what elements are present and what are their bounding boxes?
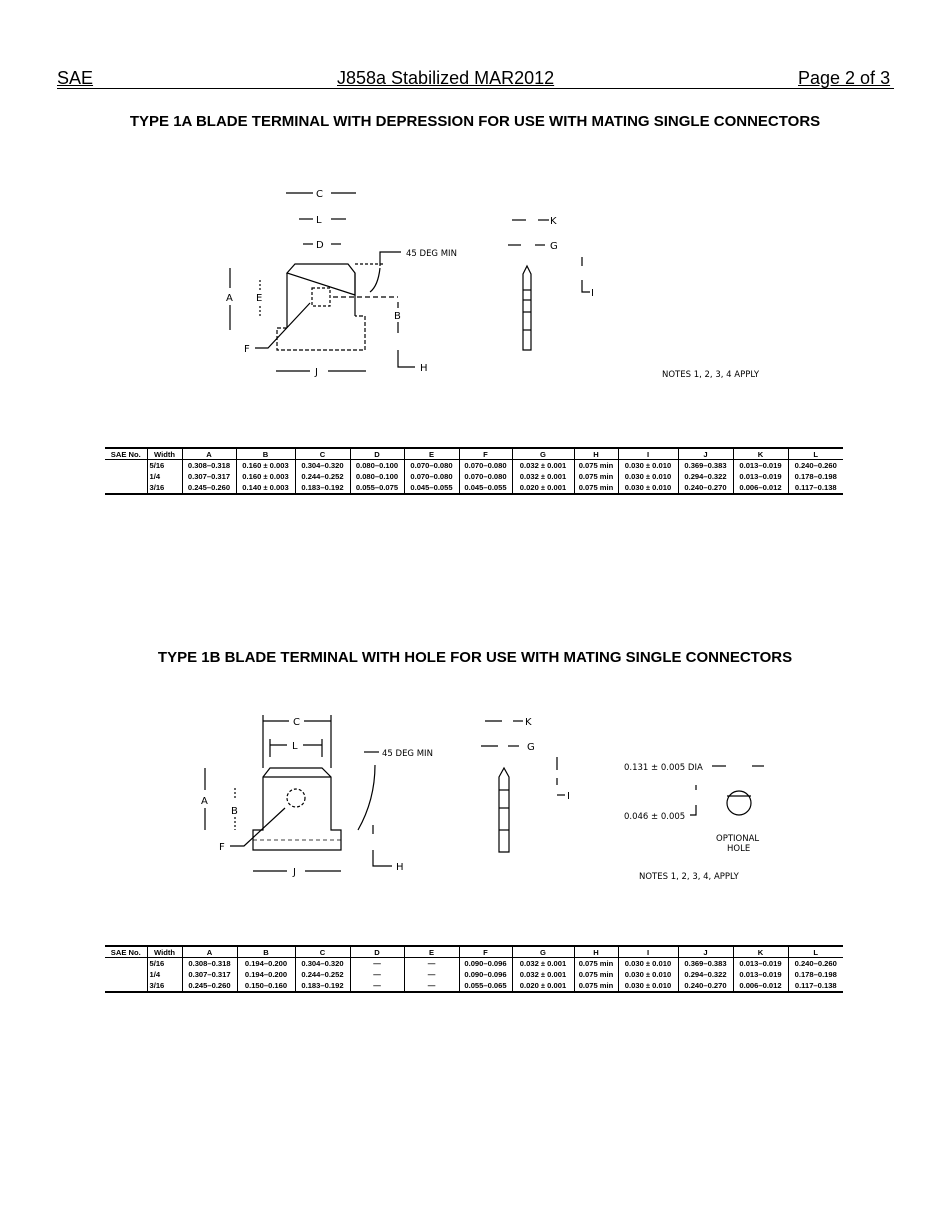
column-header: D <box>350 448 404 460</box>
column-header: I <box>618 946 678 958</box>
table-cell: 0.178–0.198 <box>788 969 843 980</box>
table-cell: 5/16 <box>147 958 182 970</box>
table-cell: 0.075 min <box>574 482 618 494</box>
dim-label-i: I <box>591 288 594 299</box>
table-cell: 0.045–0.055 <box>459 482 512 494</box>
dim-label-g: G <box>527 742 535 753</box>
table-cell: 0.090–0.096 <box>459 969 512 980</box>
column-header: E <box>404 448 459 460</box>
dim-label-d: D <box>316 240 324 251</box>
column-header: G <box>512 946 574 958</box>
table-cell: 0.080–0.100 <box>350 471 404 482</box>
table-cell: 0.032 ± 0.001 <box>512 471 574 482</box>
section2-notes: NOTES 1, 2, 3, 4, APPLY <box>639 872 739 882</box>
table-cell: 0.294–0.322 <box>678 969 733 980</box>
dim-label-k: K <box>525 717 532 728</box>
dim-label-k: K <box>550 216 557 227</box>
table-cell: 0.013–0.019 <box>733 460 788 472</box>
table-cell: 0.020 ± 0.001 <box>512 482 574 494</box>
dim-label-i: I <box>567 791 570 802</box>
table-cell: 0.117–0.138 <box>788 482 843 494</box>
column-header: F <box>459 946 512 958</box>
table-cell: 0.030 ± 0.010 <box>618 482 678 494</box>
table-cell: 0.080–0.100 <box>350 460 404 472</box>
column-header: Width <box>147 448 182 460</box>
table-cell: 0.369–0.383 <box>678 460 733 472</box>
table-cell: 0.070–0.080 <box>404 471 459 482</box>
dim-label-j: J <box>315 367 318 378</box>
column-header: K <box>733 946 788 958</box>
dim-label-h: H <box>396 862 404 873</box>
table-cell: 0.055–0.065 <box>459 980 512 992</box>
table-cell: 0.006–0.012 <box>733 980 788 992</box>
section1-notes: NOTES 1, 2, 3, 4 APPLY <box>662 370 760 380</box>
table-cell: 0.240–0.260 <box>788 958 843 970</box>
table-cell: 0.244–0.252 <box>295 969 350 980</box>
table-cell: 0.160 ± 0.003 <box>236 471 295 482</box>
table-cell: 0.140 ± 0.003 <box>236 482 295 494</box>
header-document-id: J858a Stabilized MAR2012 <box>337 68 555 88</box>
table-cell: 0.055–0.075 <box>350 482 404 494</box>
column-header: H <box>574 448 618 460</box>
dimension-table-type1b <box>105 945 843 993</box>
table-row <box>105 980 843 992</box>
table-cell: 0.245–0.260 <box>182 980 237 992</box>
table-cell: 0.013–0.019 <box>733 958 788 970</box>
table-row <box>105 958 843 970</box>
column-header: A <box>182 448 236 460</box>
optional-hole-label-line2: HOLE <box>727 844 751 854</box>
column-header: G <box>512 448 574 460</box>
table-cell: 0.013–0.019 <box>733 471 788 482</box>
table-cell: — <box>350 980 404 992</box>
table-cell: 0.308–0.318 <box>182 958 237 970</box>
table-cell <box>105 980 147 992</box>
table-cell: — <box>404 980 459 992</box>
table-cell: — <box>404 969 459 980</box>
table-cell: 0.160 ± 0.003 <box>236 460 295 472</box>
table-cell: 0.006–0.012 <box>733 482 788 494</box>
table-cell: 0.090–0.096 <box>459 958 512 970</box>
column-header: D <box>350 946 404 958</box>
table-cell: 0.020 ± 0.001 <box>512 980 574 992</box>
table-cell: 0.240–0.270 <box>678 980 733 992</box>
table-cell: 0.070–0.080 <box>404 460 459 472</box>
table-cell: 0.030 ± 0.010 <box>618 980 678 992</box>
dim-label-e: E <box>256 293 263 304</box>
table-cell: 0.045–0.055 <box>404 482 459 494</box>
table-cell: 0.075 min <box>574 969 618 980</box>
table-cell: 0.240–0.270 <box>678 482 733 494</box>
table-cell: 0.308–0.318 <box>182 460 236 472</box>
table-cell: — <box>350 958 404 970</box>
dim-label-b: B <box>394 311 401 322</box>
header-page-number: Page 2 of 3 <box>798 68 891 88</box>
table-cell: 0.013–0.019 <box>733 969 788 980</box>
table-cell: 0.030 ± 0.010 <box>618 958 678 970</box>
table-cell: 0.075 min <box>574 958 618 970</box>
table-cell <box>105 969 147 980</box>
table-cell: 0.117–0.138 <box>788 980 843 992</box>
table-cell: 0.245–0.260 <box>182 482 236 494</box>
table-cell: 0.240–0.260 <box>788 460 843 472</box>
table-cell: 0.075 min <box>574 471 618 482</box>
column-header: K <box>733 448 788 460</box>
table-cell: 5/16 <box>147 460 182 472</box>
table-cell: 0.307–0.317 <box>182 969 237 980</box>
dim-label-angle: 45 DEG MIN <box>382 749 433 759</box>
dim-label-j: J <box>293 867 296 878</box>
column-header: C <box>295 946 350 958</box>
hole-offset-label: 0.046 ± 0.005 <box>624 812 686 822</box>
dim-label-l: L <box>316 215 322 226</box>
table-cell: 1/4 <box>147 969 182 980</box>
table-cell: 0.178–0.198 <box>788 471 843 482</box>
table-cell: 0.369–0.383 <box>678 958 733 970</box>
table-cell: 0.032 ± 0.001 <box>512 958 574 970</box>
table-cell: 0.194–0.200 <box>237 958 295 970</box>
column-header: SAE No. <box>105 448 147 460</box>
table-cell: 0.183–0.192 <box>295 980 350 992</box>
table-header-row <box>105 946 843 958</box>
table-cell: 0.070–0.080 <box>459 471 512 482</box>
table-cell: 0.294–0.322 <box>678 471 733 482</box>
table-cell: 0.030 ± 0.010 <box>618 460 678 472</box>
table-cell: 0.244–0.252 <box>295 471 350 482</box>
table-row <box>105 969 843 980</box>
column-header: H <box>574 946 618 958</box>
dim-label-f: F <box>244 344 250 355</box>
dim-label-f: F <box>219 842 225 853</box>
table-cell: — <box>404 958 459 970</box>
section2-title: TYPE 1B BLADE TERMINAL WITH HOLE FOR USE WITH MATING SINGLE CONNECTORS <box>157 649 793 666</box>
table-cell: 0.032 ± 0.001 <box>512 969 574 980</box>
table-cell: 3/16 <box>147 980 182 992</box>
header-org: SAE <box>57 68 94 88</box>
column-header: J <box>678 946 733 958</box>
optional-hole-label-line1: OPTIONAL <box>716 834 760 844</box>
dim-label-c: C <box>293 717 300 728</box>
dim-label-b: B <box>231 806 238 817</box>
table-cell: 0.304–0.320 <box>295 958 350 970</box>
dim-label-h: H <box>420 363 428 374</box>
column-header: A <box>182 946 237 958</box>
column-header: B <box>237 946 295 958</box>
dim-label-c: C <box>316 189 323 200</box>
table-cell: 0.032 ± 0.001 <box>512 460 574 472</box>
section1-title: TYPE 1A BLADE TERMINAL WITH DEPRESSION FOR USE WITH MATING SINGLE CONNECTORS <box>129 113 821 130</box>
table-cell: 0.030 ± 0.010 <box>618 471 678 482</box>
table-cell: 3/16 <box>147 482 182 494</box>
table-cell: 0.304–0.320 <box>295 460 350 472</box>
table-cell: 0.075 min <box>574 980 618 992</box>
column-header: L <box>788 946 843 958</box>
column-header: F <box>459 448 512 460</box>
dim-label-l: L <box>292 741 298 752</box>
column-header: I <box>618 448 678 460</box>
hole-diameter-label: 0.131 ± 0.005 DIA <box>624 763 703 773</box>
table-cell: 1/4 <box>147 471 182 482</box>
dim-label-g: G <box>550 241 558 252</box>
column-header: Width <box>147 946 182 958</box>
table-cell: 0.307–0.317 <box>182 471 236 482</box>
column-header: B <box>236 448 295 460</box>
table-cell: — <box>350 969 404 980</box>
column-header: J <box>678 448 733 460</box>
column-header: C <box>295 448 350 460</box>
dim-label-a: A <box>226 293 233 304</box>
table-cell: 0.070–0.080 <box>459 460 512 472</box>
dim-label-angle: 45 DEG MIN <box>406 249 457 259</box>
column-header: L <box>788 448 843 460</box>
table-cell: 0.030 ± 0.010 <box>618 969 678 980</box>
table-cell: 0.075 min <box>574 460 618 472</box>
column-header: SAE No. <box>105 946 147 958</box>
table-cell: 0.194–0.200 <box>237 969 295 980</box>
table-cell: 0.150–0.160 <box>237 980 295 992</box>
column-header: E <box>404 946 459 958</box>
table-cell <box>105 958 147 970</box>
dim-label-a: A <box>201 796 208 807</box>
table-cell: 0.183–0.192 <box>295 482 350 494</box>
